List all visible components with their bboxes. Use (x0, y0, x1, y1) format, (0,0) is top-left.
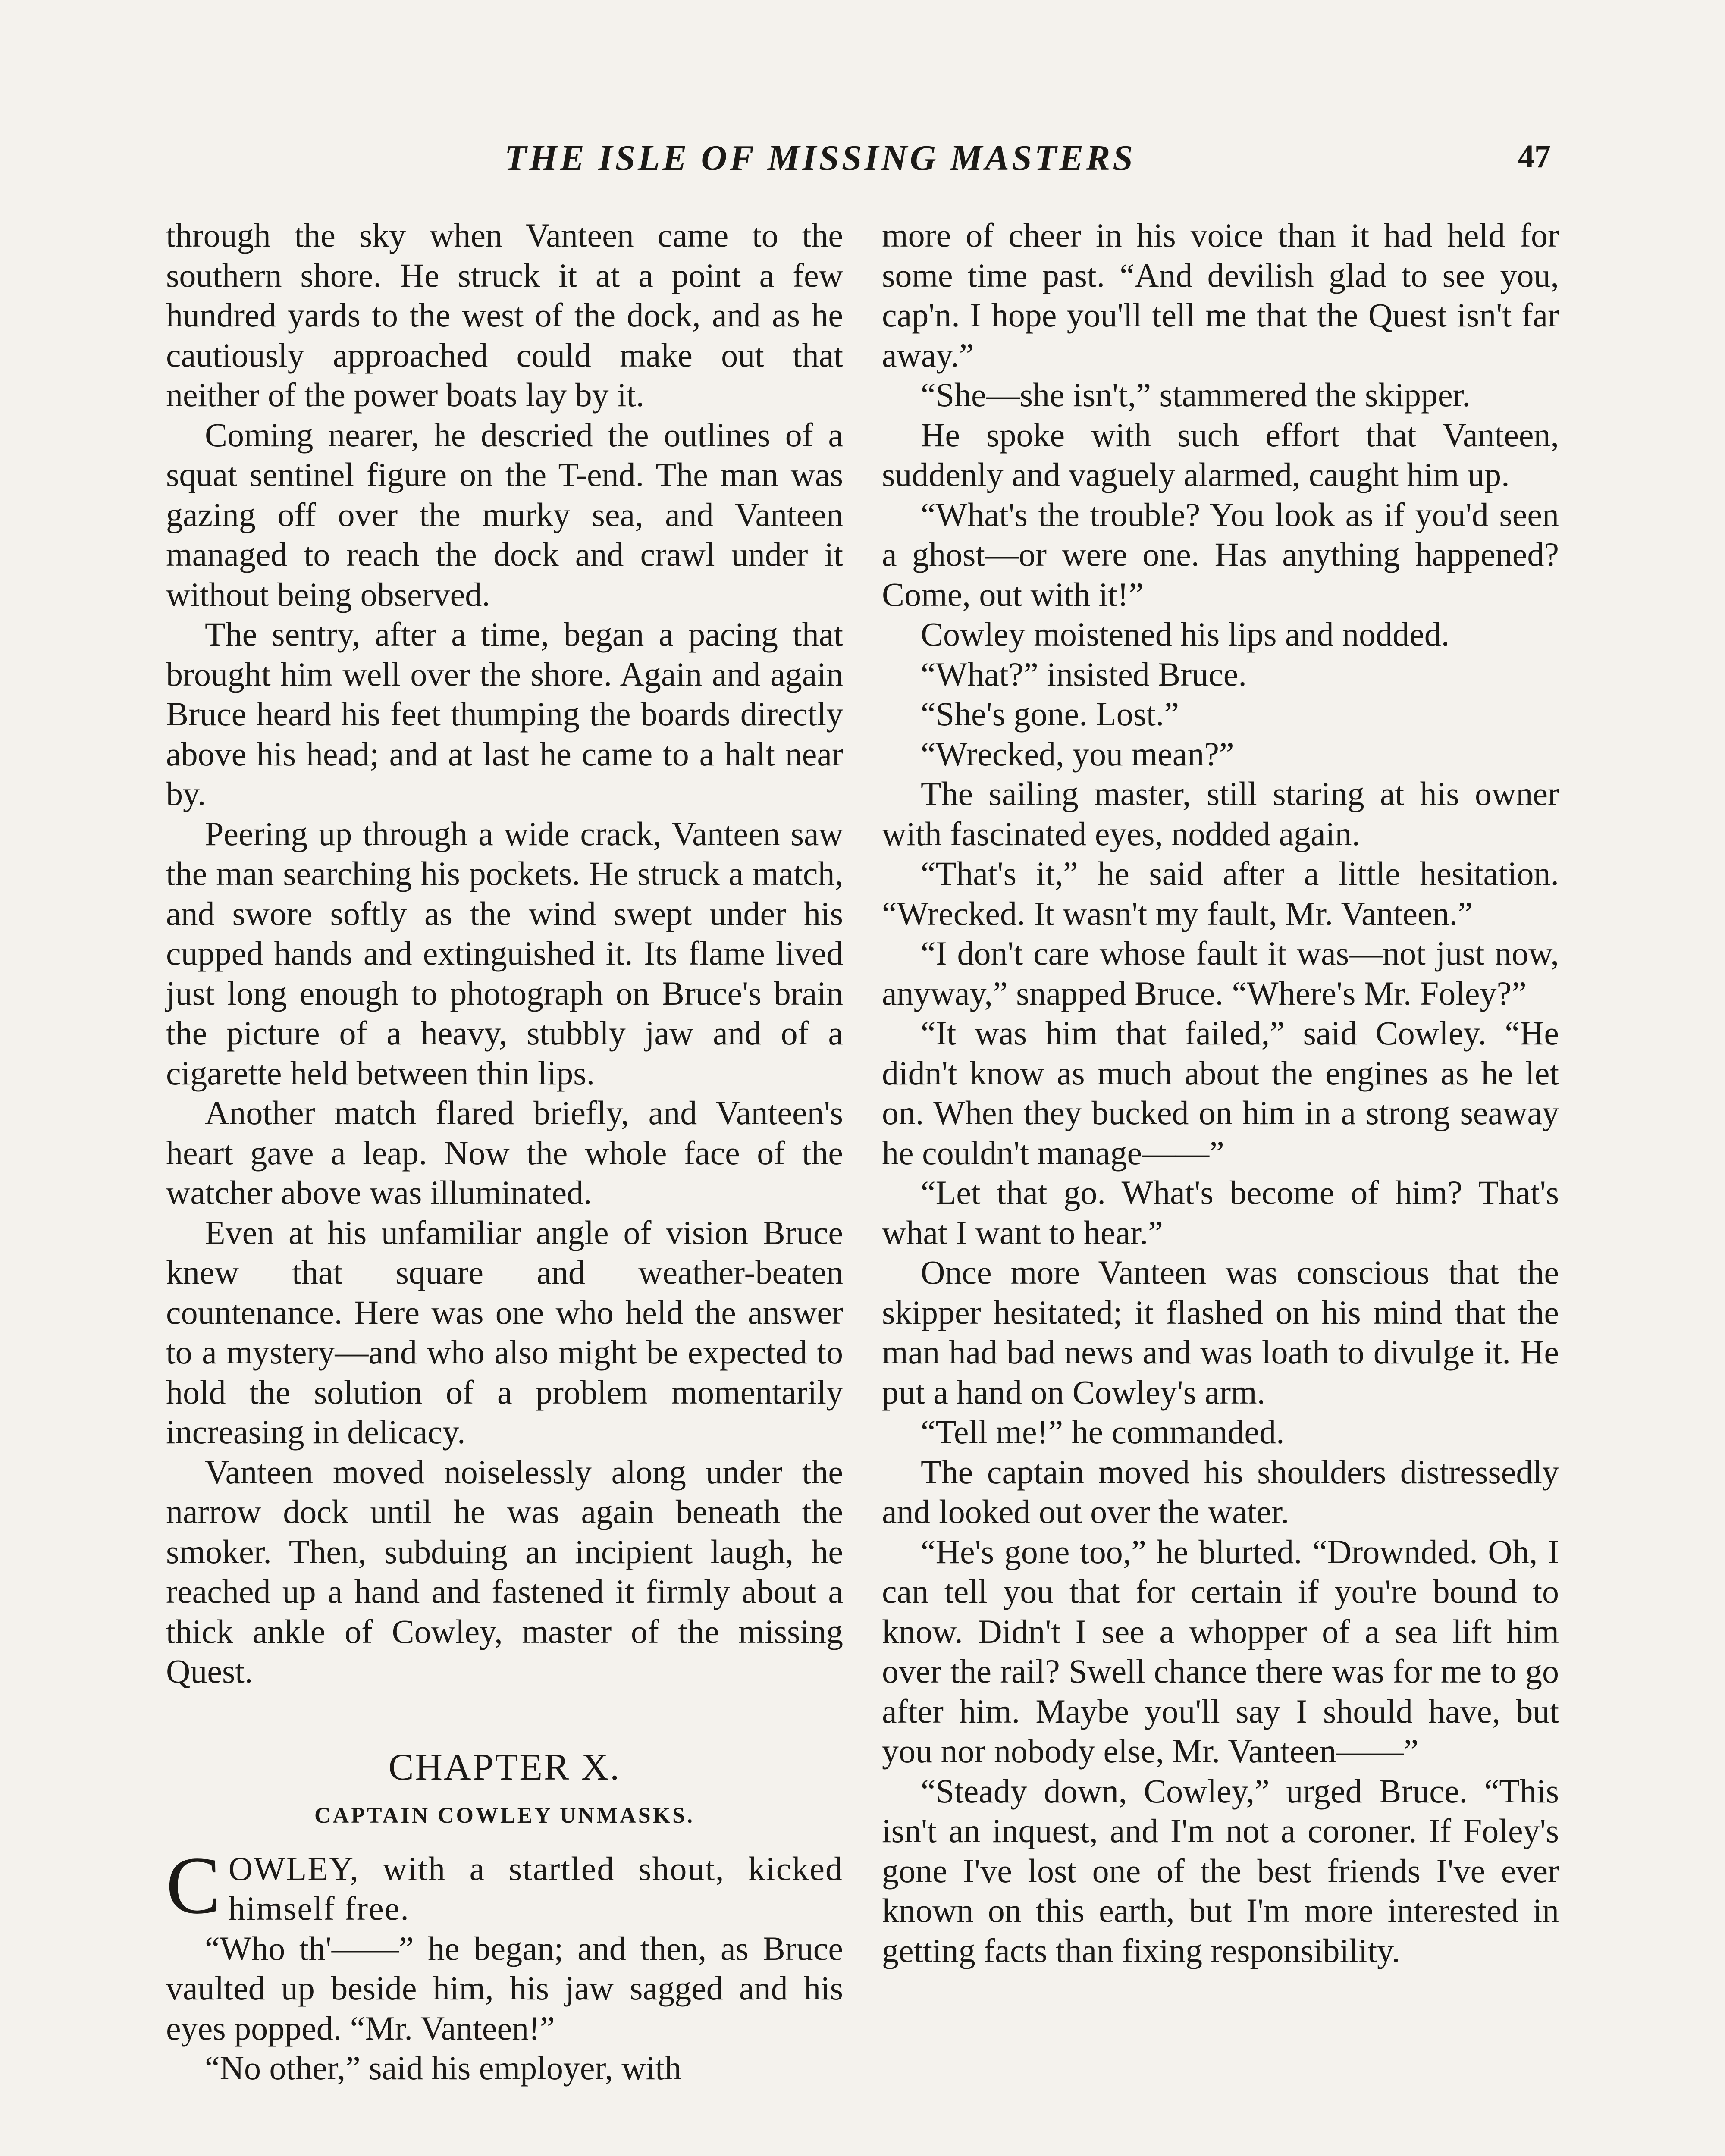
running-title: THE ISLE OF MISSING MASTERS (505, 138, 1135, 178)
page-number: 47 (1518, 138, 1551, 175)
paragraph: The captain moved his shoulders distressedly and looked out over the water. (882, 1453, 1559, 1530)
chapter-first-paragraph (166, 1840, 843, 1931)
chapter-subtitle: CAPTAIN COWLEY UNMASKS. (314, 1803, 695, 1828)
paragraph: Vanteen moved noiselessly along under the narrow dock until he was again beneath the smoker. Then, subduing an incipient laugh, he reached up a hand and fastened it firmly about a thick ankle of Cowley, master of the missing Quest. (166, 1453, 843, 1690)
paragraph: “It was him that failed,” said Cowley. “He didn't know as much about the engines as he let on. When they bucked on him in a strong seaway he couldn't manage——” (882, 1014, 1559, 1172)
left-column (166, 216, 843, 2088)
paragraph: “She—she isn't,” stammered the skipper. (921, 376, 1471, 414)
paragraph: The sentry, after a time, began a pacing that brought him well over the shore. Again and again Bruce heard his feet thumping the boards directly above his head; and at last he came to a halt near by. (166, 615, 843, 812)
paragraph: “That's it,” he said after a little hesitation. “Wrecked. It wasn't my fault, Mr. Vanteen.” (882, 855, 1559, 932)
paragraph: “What?” insisted Bruce. (921, 655, 1247, 693)
paragraph: He spoke with such effort that Vanteen, suddenly and vaguely alarmed, caught him up. (882, 416, 1559, 493)
paragraph: “No other,” said his employer, with (205, 2049, 681, 2087)
paragraph: “He's gone too,” he blurted. “Drownded. Oh, I can tell you that for certain if you're bound to know. Didn't I see a whopper of a sea lift him over the rail? Swell chance there was for me to go after him. Maybe you'll say I should have, but you nor nobody else, Mr. Vanteen——” (882, 1532, 1559, 1770)
paragraph: Even at his unfamiliar angle of vision Bruce knew that square and weather-beaten countenance. Here was one who held the answer to a mystery—and who also might be expected to hold the solution of a problem momentarily increasing in delicacy. (166, 1213, 843, 1451)
paragraph: Coming nearer, he descried the outlines of a squat sentinel figure on the T-end. The man was gazing off over the murky sea, and Vanteen managed to reach the dock and crawl under it without being observed. (166, 416, 843, 613)
paragraph: Another match flared briefly, and Vanteen's heart gave a leap. Now the whole face of the watcher above was illuminated. (166, 1094, 843, 1211)
paragraph: more of cheer in his voice than it had held for some time past. “And devilish glad to see you, cap'n. I hope you'll tell me that the Quest isn't far away.” (882, 216, 1559, 374)
paragraph: The sailing master, still staring at his owner with fascinated eyes, nodded again. (882, 775, 1559, 852)
paragraph: through the sky when Vanteen came to the southern shore. He struck it at a point a few hundred yards to the west of the dock, and as he cautiously approached could make out that neither of the power boats lay by it. (166, 216, 843, 414)
paragraph: Cowley moistened his lips and nodded. (921, 615, 1450, 653)
paragraph: Peering up through a wide crack, Vanteen saw the man searching his pockets. He struck a match, and swore softly as the wind swept under his cupped hands and extinguished it. Its flame lived just long enough to photograph on Bruce's brain the picture of a heavy, stubbly jaw and of a cigarette held between thin lips. (166, 815, 843, 1092)
paragraph: “Let that go. What's become of him? That's what I want to hear.” (882, 1174, 1559, 1251)
paragraph: “Who th'——” he began; and then, as Bruce vaulted up beside him, his jaw sagged and his eyes popped. “Mr. Vanteen!” (166, 1929, 843, 2047)
right-column (882, 216, 1559, 1971)
paragraph: “What's the trouble? You look as if you'd seen a ghost—or were one. Has anything happened? Come, out with it!” (882, 495, 1559, 613)
chapter-heading: CHAPTER X. (388, 1746, 621, 1788)
paragraph: “Wrecked, you mean?” (921, 735, 1234, 773)
paragraph: “She's gone. Lost.” (921, 695, 1179, 733)
first-paragraph-text: OWLEY, with a startled shout, kicked himself free. (228, 1849, 843, 1927)
paragraph: “Steady down, Cowley,” urged Bruce. “This isn't an inquest, and I'm not a coroner. If Foley's gone I've lost one of the best friends I've ever known on this earth, but I'm more interested in getting facts than fixing responsibility. (882, 1772, 1559, 1969)
paragraph: “Tell me!” he commanded. (921, 1413, 1285, 1451)
paragraph: “I don't care whose fault it was—not just now, anyway,” snapped Bruce. “Where's Mr. Foley?” (882, 934, 1559, 1012)
drop-cap: C (166, 1840, 221, 1931)
paragraph: Once more Vanteen was conscious that the skipper hesitated; it flashed on his mind that the man had bad news and was loath to divulge it. He put a hand on Cowley's arm. (882, 1253, 1559, 1411)
